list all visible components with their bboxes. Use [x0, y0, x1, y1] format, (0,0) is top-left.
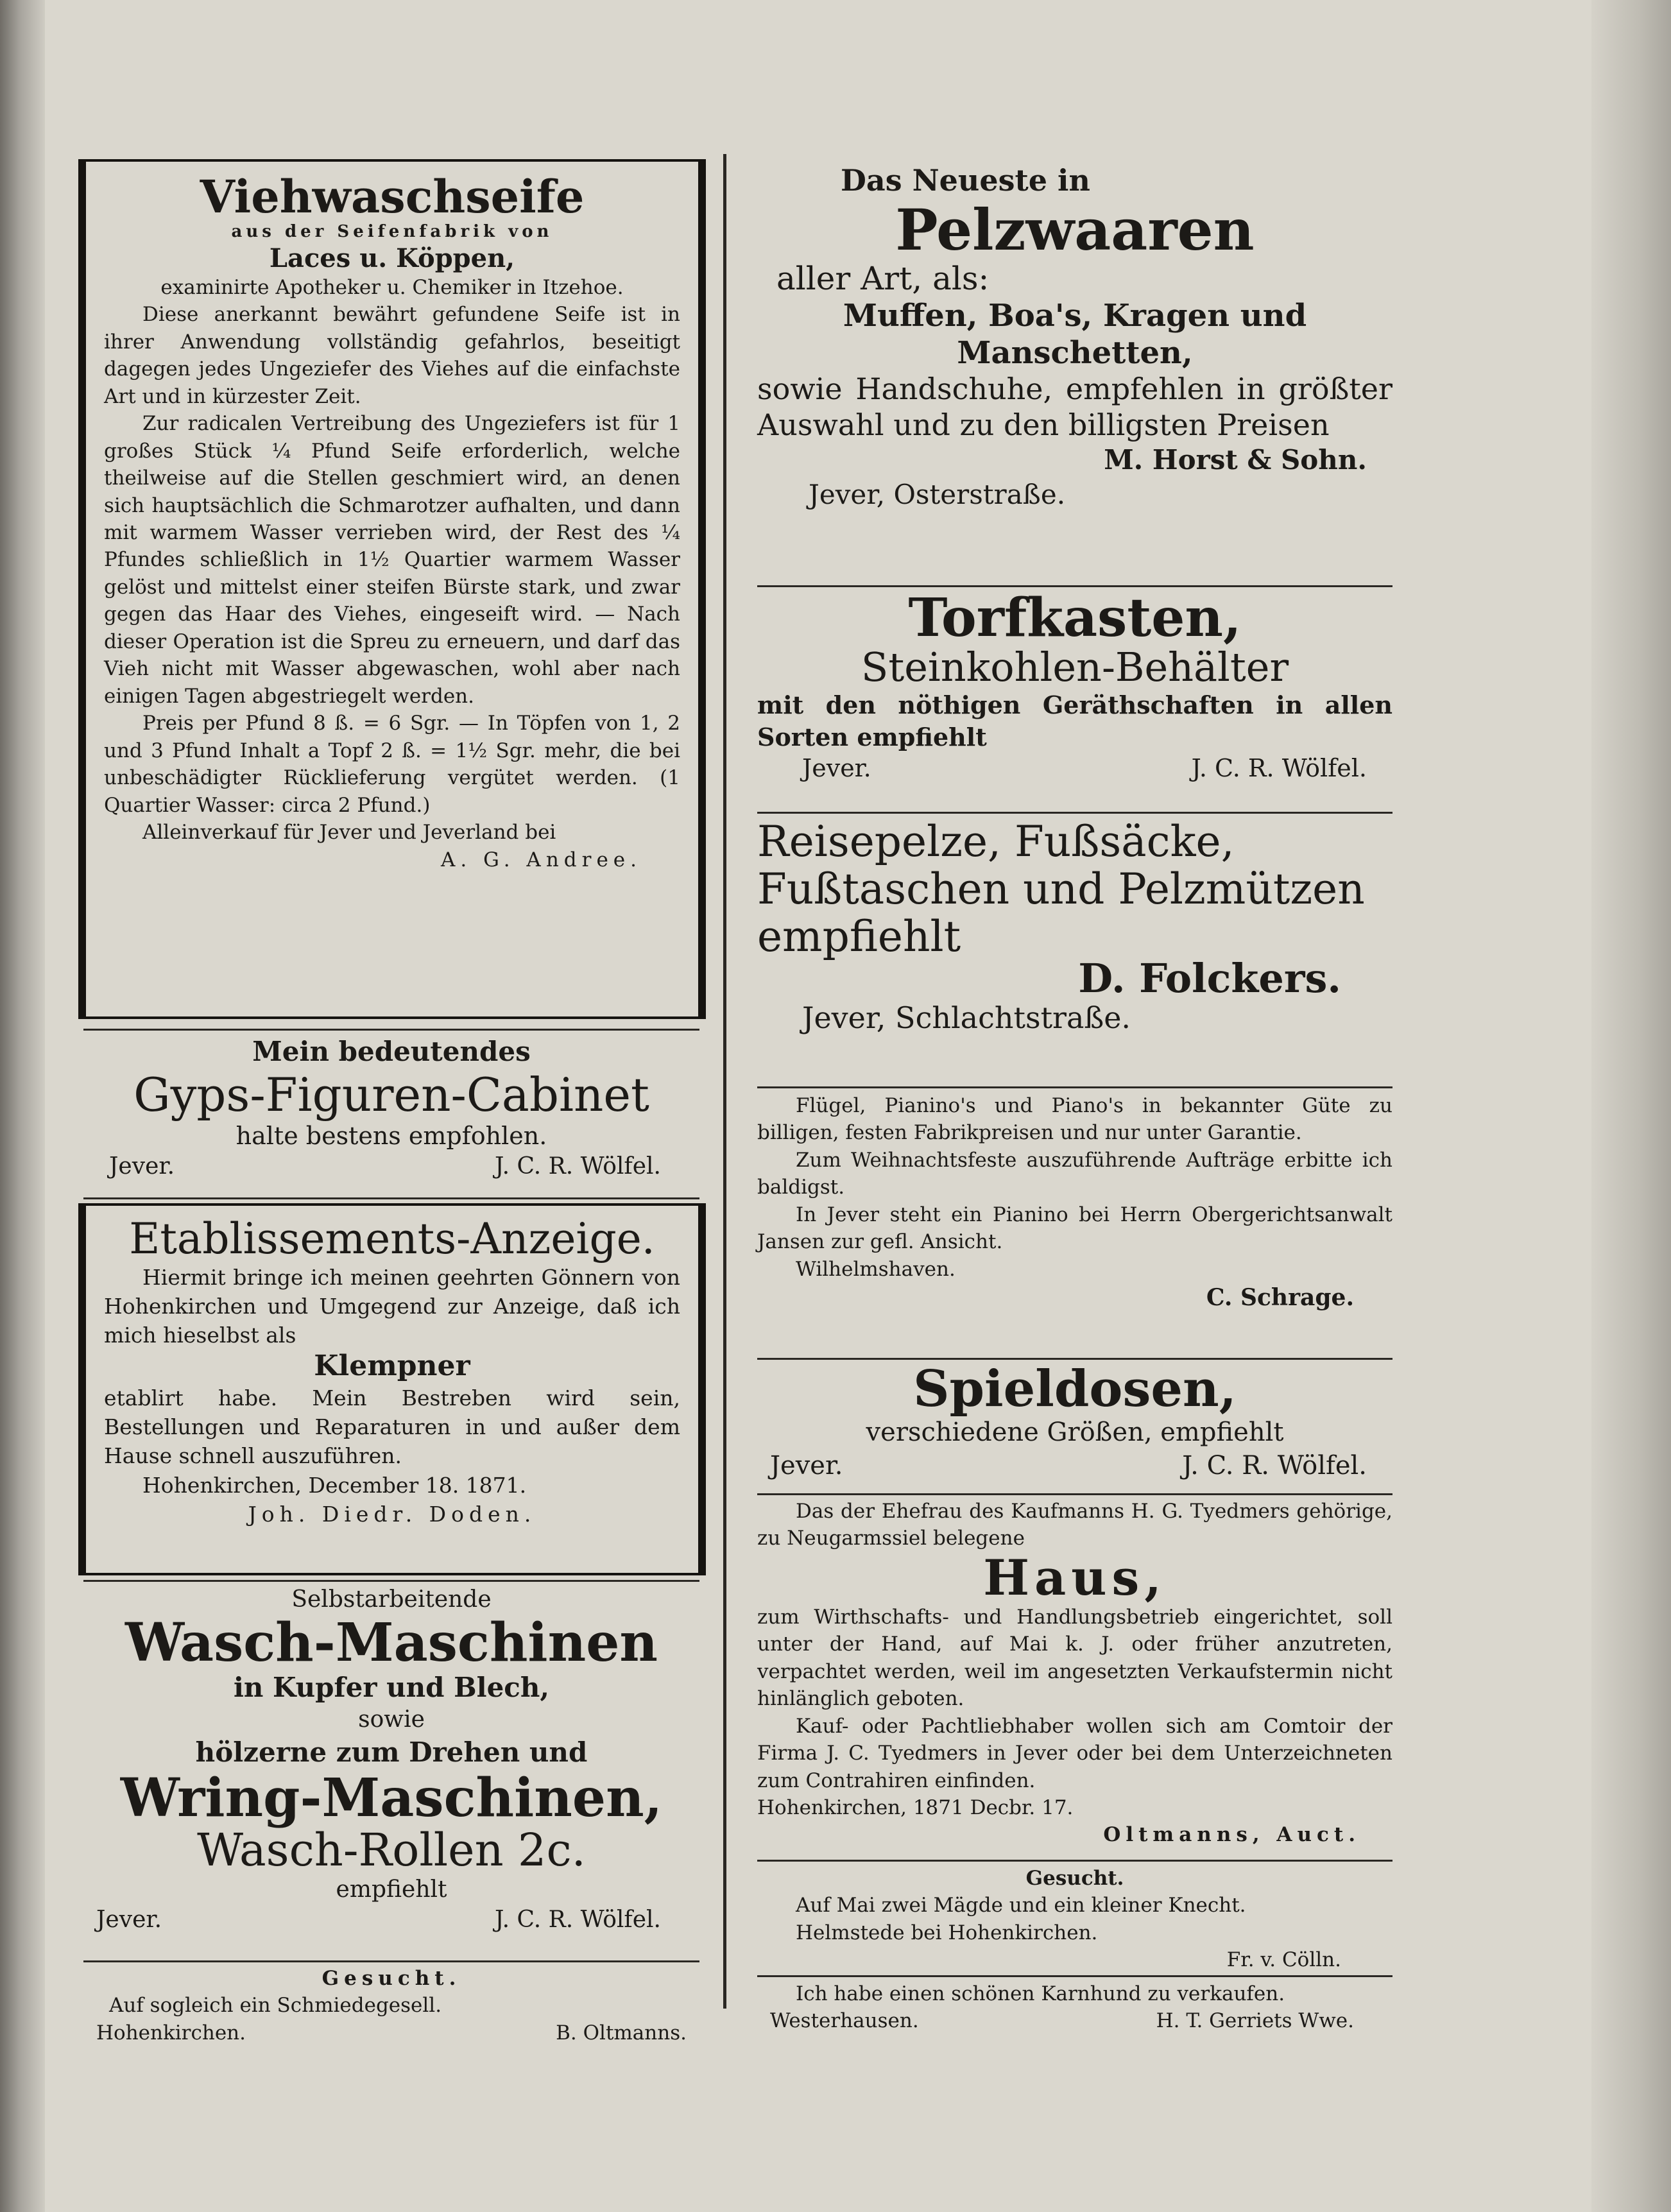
- separator-rule: [757, 1086, 1392, 1088]
- ad-place: Jever.: [802, 754, 871, 783]
- ad-title: Haus,: [983, 1548, 1167, 1606]
- ad-text: Ich habe einen schönen Karnhund zu verkaufen.: [796, 1982, 1285, 2005]
- ad-signature: D. Folckers.: [1078, 954, 1341, 1002]
- separator-rule: [757, 812, 1392, 814]
- ad-line: Mein bedeutendes: [252, 1036, 531, 1067]
- ad-fluegel-pianos: [757, 1092, 1392, 1362]
- ad-paragraph: Das der Ehefrau des Kaufmanns H. G. Tyedmers gehörige, zu Neugarmssiel belegene: [757, 1500, 1392, 1550]
- ad-line: Selbstarbeitende: [291, 1586, 492, 1613]
- ad-place: Jever, Schlachtstraße.: [802, 1000, 1131, 1035]
- ad-subtitle: Steinkohlen-Behälter: [861, 644, 1289, 691]
- ad-signature: Fr. v. Cölln.: [1226, 1948, 1341, 1972]
- ad-signature: H. T. Gerriets Wwe.: [1156, 2009, 1354, 2033]
- page-fold-shadow: [0, 0, 45, 2212]
- ad-viehwaschseife: [78, 159, 706, 1019]
- ad-paragraph: Preis per Pfund 8 ß. = 6 Sgr. — In Töpfen von 1, 2 und 3 Pfund Inhalt a Topf 2 ß. = 1½ Sgr. mehr, die bei unbeschädigter Rücklieferung vergütet werden. (1 Quartier Wasser: circa 2 Pfund.): [104, 712, 680, 817]
- ad-reisepelze: [757, 818, 1392, 1081]
- ad-etablissement: [78, 1203, 706, 1575]
- ad-signature-row: [757, 1449, 1392, 1482]
- ad-line: in Kupfer und Blech,: [233, 1671, 550, 1703]
- ad-line: halte bestens empfohlen.: [236, 1121, 547, 1150]
- ad-signature: J. C. R. Wölfel.: [1191, 754, 1367, 783]
- ad-haus: [757, 1498, 1392, 1883]
- ad-items: Muffen, Boa's, Kragen und Manschetten,: [843, 298, 1307, 371]
- ad-signature-row: [83, 2019, 699, 2046]
- ad-title: Pelzwaaren: [895, 196, 1255, 263]
- ad-text: Auf sogleich ein Schmiedegesell.: [109, 1994, 442, 2018]
- ad-signature-row: [757, 2007, 1392, 2034]
- ad-paragraph: Hiermit bringe ich meinen geehrten Gönnern von Hohenkirchen und Umgegend zur Anzeige, daß ich mich hieselbst als: [104, 1264, 680, 1348]
- ad-paragraph: zum Wirthschafts- und Handlungsbetrieb eingerichtet, soll unter der Hand, auf Mai k. J. oder früher anzutreten, verpachtet werden, weil im angesetzten Verkaufstermin nicht hinlänglich geboten.: [757, 1605, 1392, 1711]
- ad-line: sowie: [358, 1706, 425, 1733]
- ad-line: empfiehlt: [336, 1876, 447, 1903]
- ad-signature-row: [83, 1905, 699, 1935]
- ad-line: hölzerne zum Drehen und: [195, 1736, 588, 1769]
- ad-text: mit den nöthigen Geräthschaften in allen Sorten empfiehlt: [757, 690, 1392, 751]
- ad-signature-row: [757, 753, 1392, 784]
- ad-paragraph: In Jever steht ein Pianino bei Herrn Obergerichtsanwalt Jansen zur gefl. Ansicht.: [757, 1203, 1392, 1254]
- ad-gesucht-right: [757, 1865, 1392, 1980]
- ad-place: Jever, Osterstraße.: [809, 479, 1066, 511]
- ad-maker: Laces u. Köppen,: [269, 243, 515, 273]
- ad-spieldosen: [757, 1360, 1392, 1491]
- ad-signature: B. Oltmanns.: [556, 2021, 687, 2045]
- ad-title: Gyps-Figuren-Cabinet: [133, 1067, 649, 1122]
- ad-torfkasten: [757, 587, 1392, 809]
- ad-gyps-figuren: [83, 1034, 699, 1196]
- ad-signature: M. Horst & Sohn.: [1104, 443, 1367, 476]
- ad-maker-sub: examinirte Apotheker u. Chemiker in Itzehoe.: [160, 275, 624, 299]
- ad-paragraph: Alleinverkauf für Jever und Jeverland bei: [142, 821, 556, 845]
- ad-text: sowie Handschuhe, empfehlen in größter Auswahl und zu den billigsten Preisen: [757, 372, 1392, 442]
- ad-title: Wring-Maschinen,: [120, 1767, 663, 1829]
- ad-signature: Joh. Diedr. Doden.: [248, 1501, 536, 1527]
- ad-signature: J. C. R. Wölfel.: [495, 1153, 661, 1180]
- ad-place: Helmstede bei Hohenkirchen.: [796, 1921, 1098, 1944]
- ad-paragraph: Zum Weihnachtsfeste auszuführende Aufträge erbitte ich baldigst.: [757, 1148, 1392, 1199]
- ad-karnhund: [757, 1980, 1392, 2051]
- ad-title: Torfkasten,: [908, 587, 1242, 649]
- ad-title: Reisepelze, Fußsäcke, Fußtaschen und Pelzmützen empfiehlt: [757, 817, 1365, 961]
- column-divider: [723, 154, 726, 2009]
- ad-place: Jever.: [96, 1906, 162, 1933]
- ad-signature: A. G. Andree.: [440, 848, 642, 871]
- ad-date: Hohenkirchen, December 18. 1871.: [142, 1472, 527, 1498]
- ad-line: aus der Seifenfabrik von: [231, 222, 553, 241]
- separator-rule: [83, 1029, 699, 1031]
- ad-paragraph: Diese anerkannt bewährt gefundene Seife ist in ihrer Anwendung vollständig gefahrlos, beseitigt dagegen jedes Ungeziefer des Viehes auf die einfachste Art und in kürzester Zeit.: [104, 303, 680, 408]
- page-edge-shadow: [1591, 0, 1671, 2212]
- ad-wasch-maschinen: [83, 1585, 699, 1964]
- ad-signature: J. C. R. Wölfel.: [495, 1906, 661, 1933]
- ad-title: Viehwaschseife: [200, 170, 585, 223]
- ad-gesucht-left: [83, 1965, 699, 2055]
- ad-date: Hohenkirchen, 1871 Decbr. 17.: [757, 1796, 1074, 1820]
- ad-title: Gesucht.: [1025, 1867, 1124, 1890]
- ad-line: Das Neueste in: [841, 163, 1090, 198]
- ad-place: Westerhausen.: [770, 2009, 919, 2033]
- ad-trade: Klempner: [314, 1350, 470, 1383]
- separator-rule: [757, 1493, 1392, 1495]
- ad-paragraph: etablirt habe. Mein Bestreben wird sein, Bestellungen und Reparaturen in und außer dem Hause schnell auszuführen.: [104, 1385, 680, 1469]
- ad-place: Hohenkirchen.: [96, 2021, 246, 2045]
- ad-place: Jever.: [770, 1450, 843, 1480]
- ad-signature: Oltmanns, Auct.: [1103, 1823, 1360, 1847]
- ad-paragraph: Zur radicalen Vertreibung des Ungeziefers ist für 1 großes Stück ¼ Pfund Seife erforderlich, welche theilweise auf die Stellen geschmiert wird, an denen sich hauptsächlich die Schmarotzer aufhalten, und dann mit warmem Wasser verrieben wird, der Rest des ¼ Pfundes schließlich in 1½ Quartier warmem Wasser gelöst und mittelst einer steifen Bürste stark, und zwar gegen das Haar des Viehes, eingeseift wird. — Nach dieser Operation ist die Spreu zu erneuern, und darf das Vieh nicht mit Wasser abgewaschen, wohl aber nach einigen Tagen abgestriegelt werden.: [104, 412, 680, 708]
- ad-signature: C. Schrage.: [1206, 1284, 1354, 1312]
- separator-rule: [83, 1197, 699, 1199]
- ad-paragraph: Kauf- oder Pachtliebhaber wollen sich am Comtoir der Firma J. C. Tyedmers in Jever oder bei dem Unterzeichneten zum Contrahiren einfinden.: [757, 1714, 1392, 1792]
- ad-title: Wasch-Rollen 2c.: [197, 1823, 586, 1876]
- ad-signature: J. C. R. Wölfel.: [1182, 1450, 1367, 1480]
- separator-rule: [83, 1580, 699, 1582]
- ad-title: Etablissements-Anzeige.: [129, 1214, 655, 1264]
- ad-place: Jever.: [109, 1153, 175, 1180]
- ad-title: Gesucht.: [321, 1967, 461, 1990]
- separator-rule: [757, 1860, 1392, 1862]
- ad-signature-row: [83, 1152, 699, 1182]
- separator-rule: [83, 1960, 699, 1962]
- ad-title: Spieldosen,: [913, 1360, 1237, 1418]
- ad-text: Auf Mai zwei Mägde und ein kleiner Knecht.: [796, 1894, 1246, 1917]
- ad-line: aller Art, als:: [776, 260, 990, 298]
- ad-paragraph: Flügel, Pianino's und Piano's in bekannter Güte zu billigen, festen Fabrikpreisen und nur unter Garantie.: [757, 1094, 1392, 1145]
- ad-text: verschiedene Größen, empfiehlt: [866, 1417, 1284, 1447]
- ad-place: Wilhelmshaven.: [796, 1257, 955, 1281]
- ad-pelzwaaren: [757, 162, 1392, 585]
- separator-rule: [757, 1975, 1392, 1977]
- ad-title: Wasch-Maschinen: [124, 1611, 658, 1674]
